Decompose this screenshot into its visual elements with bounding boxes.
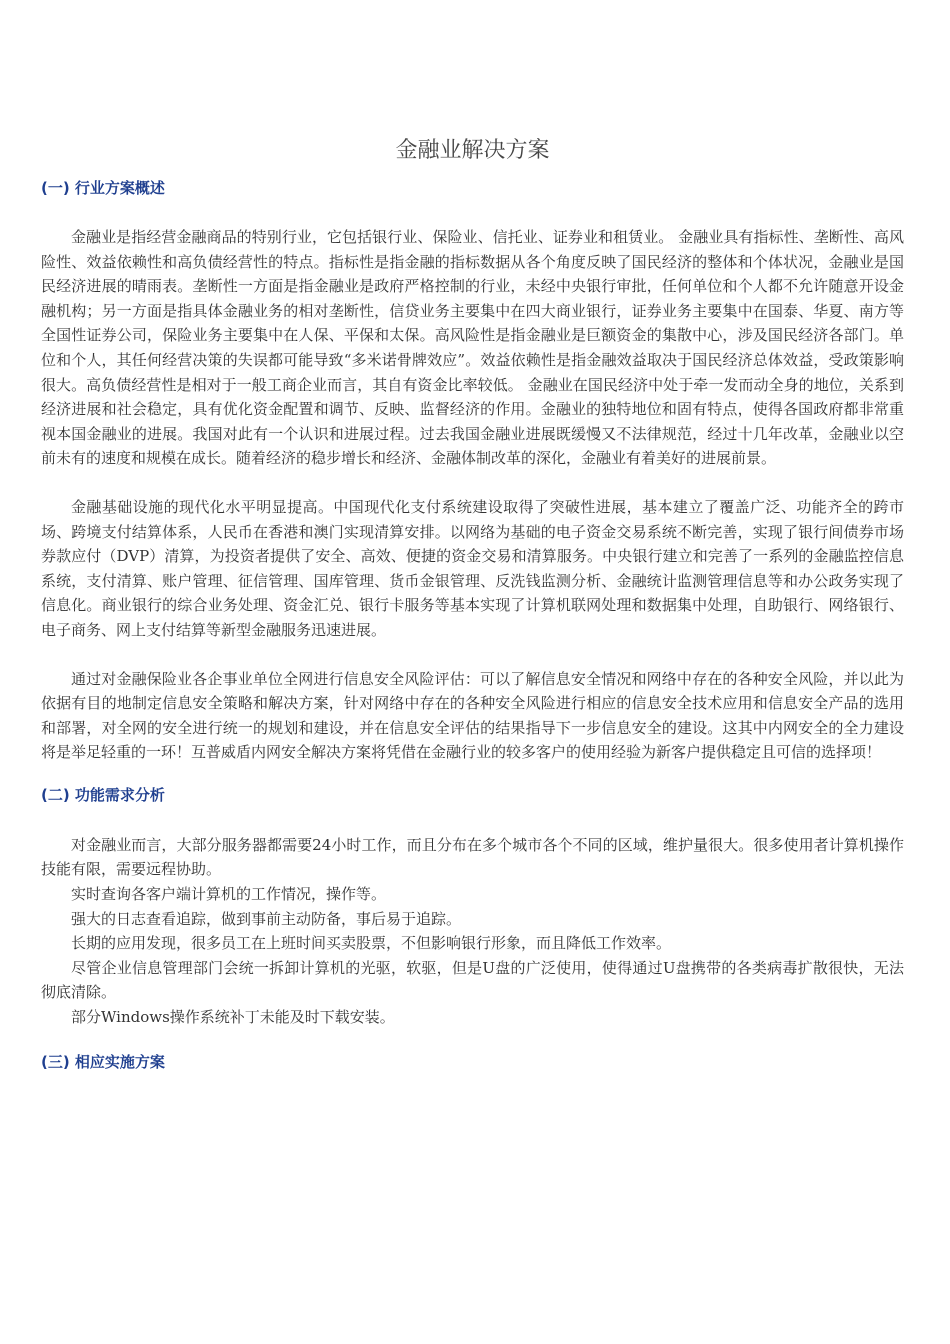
document-title: 金融业解决方案 <box>395 138 550 163</box>
paragraph: 长期的应用发现，很多员工在上班时间买卖股票，不但影响银行形象，而且降低工作效率。 <box>71 934 672 953</box>
section-requirements <box>41 785 904 1030</box>
paragraph: 实时查询各客户端计算机的工作情况，操作等。 <box>71 885 387 904</box>
section-implementation <box>41 1052 904 1072</box>
paragraph: 尽管企业信息管理部门会统一拆卸计算机的光驱，软驱，但是U盘的广泛使用，使得通过U盘携带的各类病毒扩散很快，无法彻底清除。 <box>41 958 904 1002</box>
paragraph: 部分Windows操作系统补丁未能及时下载安装。 <box>71 1008 395 1027</box>
paragraph: 金融业是指经营金融商品的特别行业，它包括银行业、保险业、信托业、证券业和租赁业。 金融业具有指标性、垄断性、高风险性、效益依赖性和高负债经营性的特点。指标性是指金融的指标数据从各个角度反映了国民经济的整体和个体状况，金融业是国民经济进展的晴雨表。垄断性一方面是指金融业是政府严格控制的行业，未经中央银行审批，任何单位和个人都不允许随意开设金融机构；另一方面是指具体金融业务的相对垄断性，信贷业务主要集中在四大商业银行，证券业务主要集中在国泰、华夏、南方等全国性证券公司，保险业务主要集中在人保、平保和太保。高风险性是指金融业是巨额资金的集散中心，涉及国民经济各部门。单位和个人，其任何经营决策的失误都可能导致“多米诺骨牌效应”。效益依赖性是指金融效益取决于国民经济总体效益，受政策影响很大。高负债经营性是相对于一般工商企业而言，其自有资金比率较低。 金融业在国民经济中处于牵一发而动全身的地位，关系到经济进展和社会稳定，具有优化资金配置和调节、反映、监督经济的作用。金融业的独特地位和固有特点，使得各国政府都非常重视本国金融业的进展。我国对此有一个认识和进展过程。过去我国金融业进展既缓慢又不法律规范，经过十几年改革，金融业以空前未有的速度和规模在成长。随着经济的稳步增长和经济、金融体制改革的深化，金融业有着美好的进展前景。 <box>41 228 904 468</box>
section-heading: (一) 行业方案概述 <box>41 179 165 197</box>
paragraph: 强大的日志查看追踪，做到事前主动防备，事后易于追踪。 <box>71 909 462 928</box>
paragraph: 通过对金融保险业各企事业单位全网进行信息安全风险评估：可以了解信息安全情况和网络中存在的各种安全风险，并以此为依据有目的地制定信息安全策略和解决方案，针对网络中存在的各种安全风险进行相应的信息安全技术应用和信息安全产品的选用和部署，对全网的安全进行统一的规划和建设，并在信息安全评估的结果指导下一步信息安全的建设。这其中内网安全的全力建设将是举足轻重的一环！互普威盾内网安全解决方案将凭借在金融行业的较多客户的使用经验为新客户提供稳定且可信的选择项！ <box>41 669 904 762</box>
section-heading: (三) 相应实施方案 <box>41 1052 165 1071</box>
paragraph: 对金融业而言，大部分服务器都需要24小时工作，而且分布在多个城市各个不同的区域，维护量很大。很多使用者计算机操作技能有限，需要远程协助。 <box>41 835 904 879</box>
paragraph: 金融基础设施的现代化水平明显提高。中国现代化支付系统建设取得了突破性进展，基本建立了覆盖广泛、功能齐全的跨市场、跨境支付结算体系，人民币在香港和澳门实现清算安排。以网络为基础的电子资金交易系统不断完善，实现了银行间债券市场券款应付（DVP）清算，为投资者提供了安全、高效、便捷的资金交易和清算服务。中央银行建立和完善了一系列的金融监控信息系统，支付清算、账户管理、征信管理、国库管理、货币金银管理、反洗钱监测分析、金融统计监测管理信息等和办公政务实现了信息化。商业银行的综合业务处理、资金汇兑、银行卡服务等基本实现了计算机联网处理和数据集中处理，自助银行、网络银行、电子商务、网上支付结算等新型金融服务迅速进展。 <box>41 497 904 639</box>
section-heading: (二) 功能需求分析 <box>41 785 165 804</box>
section-overview <box>41 178 904 765</box>
